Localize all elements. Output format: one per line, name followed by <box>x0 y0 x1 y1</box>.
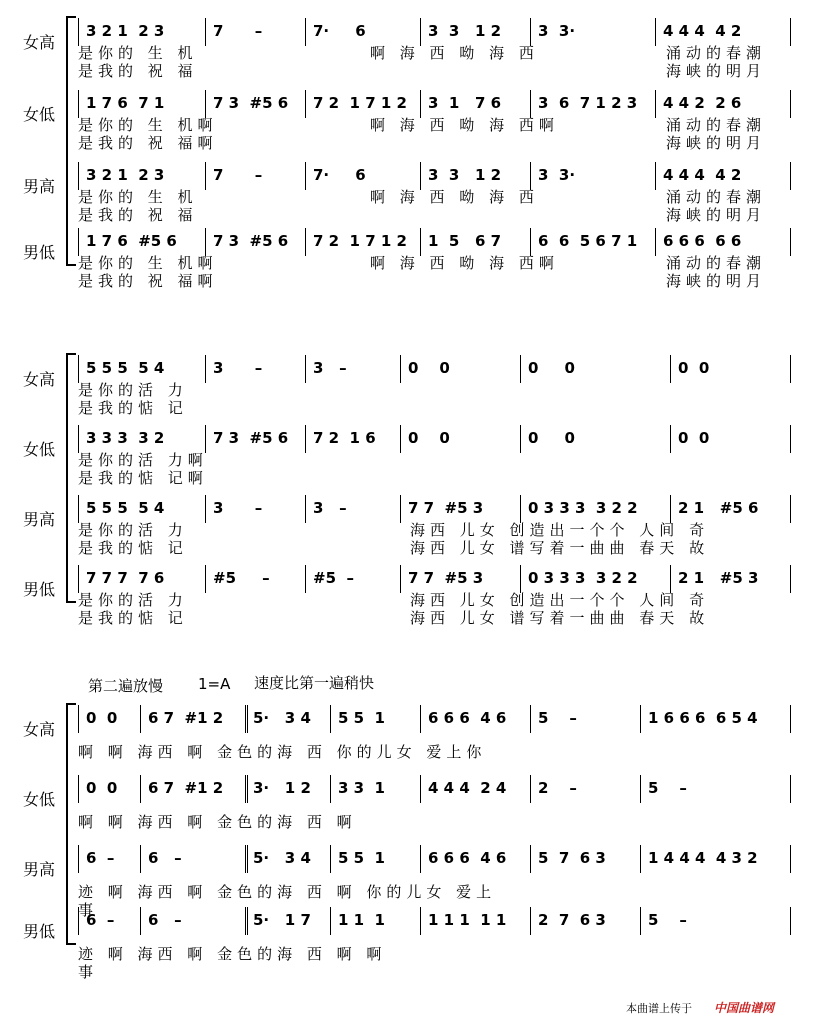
barline <box>790 162 791 190</box>
note-group: #5 – <box>313 569 354 587</box>
barline <box>245 907 248 935</box>
note-group: 0 0 <box>528 359 575 377</box>
barline <box>400 565 401 593</box>
lyric-line: 涌动的春潮 <box>666 44 767 62</box>
note-group: 0 3 3 3 3 2 2 <box>528 499 638 517</box>
note-group: 3 3 1 2 <box>428 166 502 184</box>
note-group: 1 7 6 7 1 <box>86 94 165 112</box>
note-group: 0 0 <box>678 359 710 377</box>
note-group: 0 0 <box>408 359 450 377</box>
note-group: 5 – <box>648 779 687 797</box>
lyric-line: 是你的 生 机啊 <box>78 116 218 134</box>
note-group: 6 6 5 6 7 1 <box>538 232 638 250</box>
barline <box>400 355 401 383</box>
note-group: 4 4 2 2 6 <box>663 94 742 112</box>
barline <box>790 705 791 733</box>
lyric-line: 是你的活 力 <box>78 591 188 609</box>
note-group: 5 5 1 <box>338 849 385 867</box>
barline <box>78 907 79 935</box>
note-group: 3 2 1 2 3 <box>86 166 165 184</box>
note-group: 3 3 1 <box>338 779 385 797</box>
barline <box>305 90 306 118</box>
barline <box>420 705 421 733</box>
staff-row <box>0 847 822 873</box>
system-brace <box>66 353 76 603</box>
barline <box>790 18 791 46</box>
barline <box>245 705 248 733</box>
barline <box>790 355 791 383</box>
barline <box>140 775 141 803</box>
barline <box>640 775 641 803</box>
note-group: 5 7 6 3 <box>538 849 606 867</box>
barline <box>78 705 79 733</box>
note-group: 7 – <box>213 166 263 184</box>
lyric-line: 是我的惦 记 <box>78 609 188 627</box>
note-group: 3 3 1 2 <box>428 22 502 40</box>
lyric-line: 海西 儿女 谱写着一曲曲 春天 故 <box>410 609 710 627</box>
note-group: 7 7 #5 3 <box>408 569 484 587</box>
note-group: 2 – <box>538 779 577 797</box>
barline <box>530 907 531 935</box>
barline <box>305 495 306 523</box>
barline <box>530 845 531 873</box>
barline <box>530 705 531 733</box>
score-system-2 <box>0 345 822 645</box>
part-name: 女低 <box>22 790 55 809</box>
note-group: 4 4 4 4 2 <box>663 22 742 40</box>
note-group: 2 1 #5 6 <box>678 499 759 517</box>
note-group: 2 1 #5 3 <box>678 569 759 587</box>
note-group: 5· 3 4 <box>253 849 311 867</box>
barline <box>330 845 331 873</box>
note-group: 7 3 #5 6 <box>213 429 289 447</box>
barline <box>655 90 656 118</box>
note-group: 5 5 1 <box>338 709 385 727</box>
note-group: 5· 3 4 <box>253 709 311 727</box>
note-group: 5 – <box>648 911 687 929</box>
note-group: #5 – <box>213 569 270 587</box>
barline <box>330 705 331 733</box>
lyric-line: 涌动的春潮 <box>666 254 767 272</box>
note-group: 5· 1 7 <box>253 911 311 929</box>
lyric-line: 啊 海 西 呦 海 西啊 <box>370 116 559 134</box>
lyric-line: 涌动的春潮 <box>666 188 767 206</box>
note-group: 1 7 6 #5 6 <box>86 232 177 250</box>
barline <box>790 907 791 935</box>
barline <box>790 90 791 118</box>
lyric-line: 迹 啊 海西 啊 金色的海 西 啊 你的儿女 爱上 <box>78 883 497 901</box>
barline <box>420 775 421 803</box>
barline <box>140 907 141 935</box>
note-group: 3 6 7 1 2 3 <box>538 94 638 112</box>
barline <box>640 845 641 873</box>
note-group: 0 0 <box>408 429 450 447</box>
barline <box>420 845 421 873</box>
barline <box>790 228 791 256</box>
note-group: 3 – <box>213 499 263 517</box>
barline <box>790 425 791 453</box>
lyric-line: 事 <box>78 901 99 919</box>
lyric-line: 是你的活 力啊 <box>78 451 208 469</box>
barline <box>205 355 206 383</box>
note-group: 0 0 <box>86 779 118 797</box>
barline <box>670 425 671 453</box>
barline <box>245 775 248 803</box>
barline <box>305 425 306 453</box>
barline <box>78 845 79 873</box>
barline <box>530 775 531 803</box>
lyric-line: 是你的活 力 <box>78 521 188 539</box>
barline <box>790 775 791 803</box>
score-system-1 <box>0 8 822 308</box>
note-group: 7 3 #5 6 <box>213 232 289 250</box>
part-name: 女高 <box>22 720 55 739</box>
lyric-line: 是我的惦 记 <box>78 399 188 417</box>
part-name: 男高 <box>22 860 55 879</box>
barline <box>400 495 401 523</box>
barline <box>520 425 521 453</box>
barline <box>305 565 306 593</box>
part-name: 女高 <box>22 370 55 389</box>
note-group: 3 – <box>313 499 347 517</box>
part-name: 男高 <box>22 177 55 196</box>
note-group: 3 3 3 3 2 <box>86 429 165 447</box>
note-group: 6 – <box>86 911 115 929</box>
score-system-3 <box>0 695 822 995</box>
lyric-line: 海峡的明月 <box>666 62 767 80</box>
barline <box>520 355 521 383</box>
staff-row <box>0 707 822 733</box>
part-name: 女高 <box>22 33 55 52</box>
barline <box>420 907 421 935</box>
note-group: 3 3· <box>538 166 576 184</box>
note-group: 3 2 1 2 3 <box>86 22 165 40</box>
lyric-line: 海西 儿女 创造出一个个 人间 奇 <box>410 521 710 539</box>
barline <box>790 495 791 523</box>
lyric-line: 迹 啊 海西 啊 金色的海 西 啊 啊 <box>78 945 387 963</box>
lyric-line: 是我的 祝 福啊 <box>78 272 218 290</box>
barline <box>640 705 641 733</box>
note-group: 6 – <box>148 849 182 867</box>
lyric-line: 海峡的明月 <box>666 134 767 152</box>
note-group: 0 0 <box>86 709 118 727</box>
note-group: 1 1 1 <box>338 911 385 929</box>
note-group: 6 – <box>148 911 182 929</box>
note-group: 1 5 6 7 <box>428 232 502 250</box>
note-group: 0 3 3 3 3 2 2 <box>528 569 638 587</box>
lyric-line: 海峡的明月 <box>666 206 767 224</box>
upload-credit: 本曲谱上传于 <box>626 1002 692 1015</box>
barline <box>655 162 656 190</box>
note-group: 6 6 6 4 6 <box>428 709 507 727</box>
barline <box>245 845 248 873</box>
note-group: 6 6 6 6 6 <box>663 232 742 250</box>
staff-row <box>0 777 822 803</box>
note-group: 4 4 4 4 2 <box>663 166 742 184</box>
note-group: 7· 6 <box>313 166 366 184</box>
note-group: 1 4 4 4 4 3 2 <box>648 849 758 867</box>
note-group: 3 – <box>213 359 263 377</box>
barline <box>655 18 656 46</box>
staff-row <box>0 909 822 935</box>
note-group: 1 6 6 6 6 5 4 <box>648 709 758 727</box>
note-group: 2 7 6 3 <box>538 911 606 929</box>
barline <box>305 18 306 46</box>
barline <box>140 705 141 733</box>
lyric-line: 是我的惦 记 <box>78 539 188 557</box>
barline <box>670 355 671 383</box>
note-group: 1 1 1 1 1 <box>428 911 507 929</box>
barline <box>330 775 331 803</box>
barline <box>205 565 206 593</box>
lyric-line: 海西 儿女 创造出一个个 人间 奇 <box>410 591 710 609</box>
part-name: 女低 <box>22 440 55 459</box>
barline <box>205 162 206 190</box>
lyric-line: 是你的活 力 <box>78 381 188 399</box>
note-group: 4 4 4 2 4 <box>428 779 507 797</box>
note-group: 0 0 <box>528 429 575 447</box>
barline <box>205 18 206 46</box>
lyric-line: 啊 啊 海西 啊 金色的海 西 你的儿女 爱上你 <box>78 743 487 761</box>
barline <box>790 845 791 873</box>
lyric-line: 涌动的春潮 <box>666 116 767 134</box>
note-group: 0 0 <box>678 429 710 447</box>
lyric-line: 啊 海 西 呦 海 西啊 <box>370 254 559 272</box>
note-group: 7 – <box>213 22 263 40</box>
key-signature: 1=A <box>198 675 231 693</box>
lyric-line: 是我的 祝 福 <box>78 206 198 224</box>
lyric-line: 事 <box>78 963 99 981</box>
barline <box>205 495 206 523</box>
lyric-line: 海西 儿女 谱写着一曲曲 春天 故 <box>410 539 710 557</box>
tempo-instruction: 速度比第一遍稍快 <box>254 674 375 692</box>
barline <box>330 907 331 935</box>
note-group: 7 2 1 7 1 2 <box>313 232 407 250</box>
note-group: 6 7 #1 2 <box>148 779 224 797</box>
lyric-line: 啊 海 西 呦 海 西 <box>370 188 539 206</box>
barline <box>655 228 656 256</box>
barline <box>400 425 401 453</box>
part-name: 女低 <box>22 105 55 124</box>
barline <box>305 355 306 383</box>
part-name: 男高 <box>22 510 55 529</box>
lyric-line: 啊 海 西 呦 海 西 <box>370 44 539 62</box>
note-group: 3 1 7 6 <box>428 94 502 112</box>
part-name: 男低 <box>22 243 55 262</box>
part-name: 男低 <box>22 580 55 599</box>
barline <box>305 228 306 256</box>
note-group: 6 7 #1 2 <box>148 709 224 727</box>
note-group: 5 5 5 5 4 <box>86 359 165 377</box>
note-group: 7· 6 <box>313 22 366 40</box>
note-group: 7 3 #5 6 <box>213 94 289 112</box>
lyric-line: 海峡的明月 <box>666 272 767 290</box>
site-logo[interactable]: 中国曲谱网 <box>714 1001 775 1015</box>
note-group: 3 – <box>313 359 347 377</box>
note-group: 7 7 7 7 6 <box>86 569 165 587</box>
barline <box>640 907 641 935</box>
note-group: 7 2 1 7 1 2 <box>313 94 407 112</box>
part-name: 男低 <box>22 922 55 941</box>
barline <box>790 565 791 593</box>
note-group: 7 7 #5 3 <box>408 499 484 517</box>
second-pass-label: 第二遍放慢 <box>88 677 164 695</box>
lyric-line: 是你的 生 机 <box>78 188 198 206</box>
lyric-line: 是我的 祝 福啊 <box>78 134 218 152</box>
barline <box>78 775 79 803</box>
lyric-line: 是你的 生 机啊 <box>78 254 218 272</box>
lyric-line: 啊 啊 海西 啊 金色的海 西 啊 <box>78 813 357 831</box>
note-group: 6 6 6 4 6 <box>428 849 507 867</box>
lyric-line: 是我的 祝 福 <box>78 62 198 80</box>
system-brace <box>66 16 76 266</box>
note-group: 5 – <box>538 709 577 727</box>
note-group: 5 5 5 5 4 <box>86 499 165 517</box>
note-group: 3· 1 2 <box>253 779 311 797</box>
barline <box>140 845 141 873</box>
lyric-line: 是你的 生 机 <box>78 44 198 62</box>
barline <box>305 162 306 190</box>
lyric-line: 是我的惦 记啊 <box>78 469 208 487</box>
note-group: 6 – <box>86 849 115 867</box>
note-group: 3 3· <box>538 22 576 40</box>
note-group: 7 2 1 6 <box>313 429 376 447</box>
